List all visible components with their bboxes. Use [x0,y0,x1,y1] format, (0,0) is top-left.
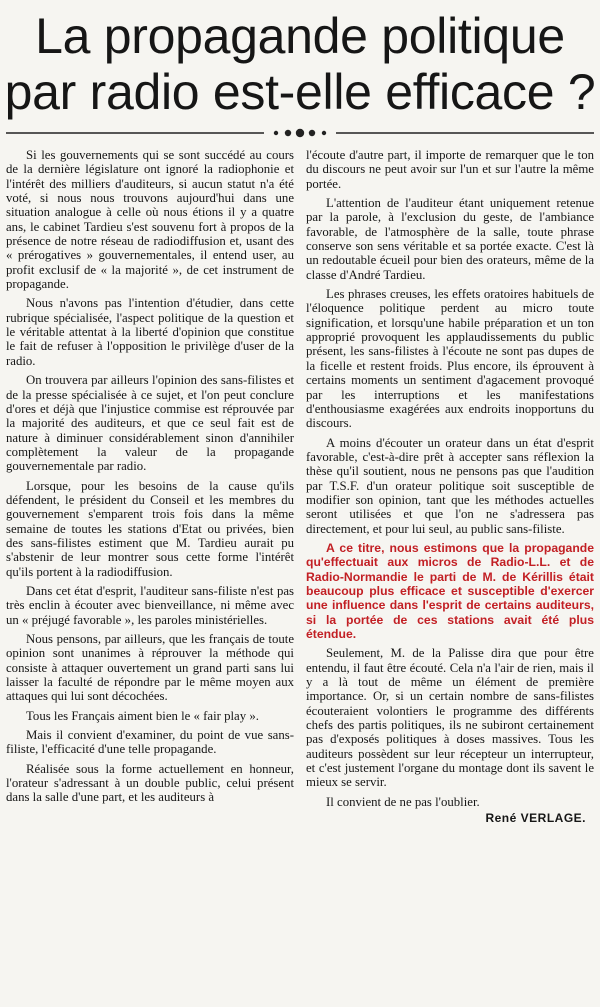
paragraph: Lorsque, pour les besoins de la cause qu'ils défendent, le président du Conseil et les membres du gouvernement s'emparent trois fois dans la même semaine de toutes les stations d'Etat ou privées, bien des sans-filistes estiment que M. Tardieu aurait pu s'abstenir de leur montrer sous cette forme l'intérêt qu'ils portent à la radiodiffusion. [6,478,294,579]
paragraph: Mais il convient d'examiner, du point de vue sans-filiste, l'efficacité d'une telle propagande. [6,728,294,757]
highlighted-paragraph: A ce titre, nous estimons que la propagande qu'effectuait aux micros de Radio-L.L. et de Radio-Normandie le parti de M. de Kérillis était beaucoup plus efficace et susceptible d'exercer une influence dans l'esprit de certains auditeurs, si la portée de ces stations avait été plus étendue. [306,540,594,641]
author-signature: René VERLAGE. [485,811,586,826]
column-right [306,148,594,825]
paragraph: Nous n'avons pas l'intention d'étudier, dans cette rubrique spécialisée, l'aspect politique de la question et le véritable attentat à la liberté d'opinion que constitue le fait de refuser à l'opposition le privilège d'user de la radio. [6,296,294,368]
headline-line-1: La propagande politique [35,8,565,64]
paragraph: Réalisée sous la forme actuellement en honneur, l'orateur s'adressant à un double public, celui présent dans la salle d'une part, et les auditeurs à [6,761,294,805]
article-headline [0,0,600,120]
closing-paragraph: Il convient de ne pas l'oublier. [326,794,480,809]
paragraph: Si les gouvernements qui se sont succédé au cours de la dernière législature ont ignoré la radiophonie et l'intérêt des milliers d'auditeurs, si aucun statut n'a été voté, si nous nous trouvons aujourd'hui dans une situation analogue à celle où nous étions il y a quatre ans, le cabinet Tardieu s'est souvenu fort à propos de la présence de notre réseau de radiodiffusion et, usant des « prérogatives » gouvernementales, il entend user, au profit exclusif de « la majorité », de cet instrument de propagande. [6,148,294,292]
paragraph: Nous pensons, par ailleurs, que les français de toute opinion sont unanimes à réprouver la méthode qui consiste à attaquer ouvertement un grand parti sans lui laisser la faculté de répondre par le même moyen aux attaques qui lui sont décochées. [6,632,294,704]
paragraph: A moins d'écouter un orateur dans un état d'esprit favorable, c'est-à-dire prêt à accepter sans réflexion la thèse qu'il soutient, nous ne pensons pas que l'audition par T.S.F. d'un orateur politique soit susceptible de modifier son opinion, tant que les méthodes actuelles seront utilisées et que l'on ne s'adressera pas directement, et pour lui seul, au public sans-filiste. [306,435,594,536]
ornament-rule-icon [6,126,594,140]
paragraph: Les phrases creuses, les effets oratoires habituels de l'éloquence politique perdent au micro toute signification, et lorsqu'une habile préparation et un ton approprié provoquent les applaudissements du public présent, les sans-filistes à l'écoute ne sont pas dupes de la ficelle et restent froids. Plus encore, ils éprouvent à certains moments un sentiment d'agacement provoqué par les interruptions et les manifestations d'enthousiasme exagérées aux endroits inopportuns du discours. [306,287,594,431]
paragraph: Tous les Français aiment bien le « fair play ». [26,708,259,723]
paragraph: On trouvera par ailleurs l'opinion des sans-filistes et de la presse spécialisée à ce sujet, et l'on peut conclure d'ores et déjà que l'injustice commise est réprouvée par la majorité des auditeurs, et que ce seul fait est de nature à diminuer considérablement sinon d'annihiler complètement la valeur de la propagande gouvernementale par radio. [6,373,294,474]
paragraph: L'attention de l'auditeur étant uniquement retenue par la parole, à l'exclusion du geste, de l'ambiance favorable, de l'atmosphère de la salle, toute phrase conserve son sens véritable et sa portée exacte. C'est là un redoutable écueil pour bien des orateurs, même de la classe d'André Tardieu. [306,196,594,282]
headline-line-2: par radio est-elle efficace ? [4,64,596,120]
column-left [6,148,294,825]
paragraph-continuation: l'écoute d'autre part, il importe de remarquer que le ton du discours ne peut avoir sur l'un et sur l'autre la même portée. [306,148,594,191]
ornamental-rule [6,126,594,140]
paragraph: Seulement, M. de la Palisse dira que pour être entendu, il faut être écouté. Cela n'a l'air de rien, mais il y a là tout de même un élément de première importance. Or, si un certain nombre de sans-filistes écouteraient volontiers le programme des différents chefs des partis politiques, ils ne subiront certainement pas d'exposés politiques à doses massives. Tous les auditeurs possèdent sur leur récepteur un interrupteur, et c'est justement l'organe du montage dont ils savent le mieux se servir. [306,646,594,790]
article-body [6,148,594,825]
paragraph: Dans cet état d'esprit, l'auditeur sans-filiste n'est pas très enclin à écouter avec bienveillance, ni même avec un « préjugé favorable », les paroles ministérielles. [6,583,294,627]
